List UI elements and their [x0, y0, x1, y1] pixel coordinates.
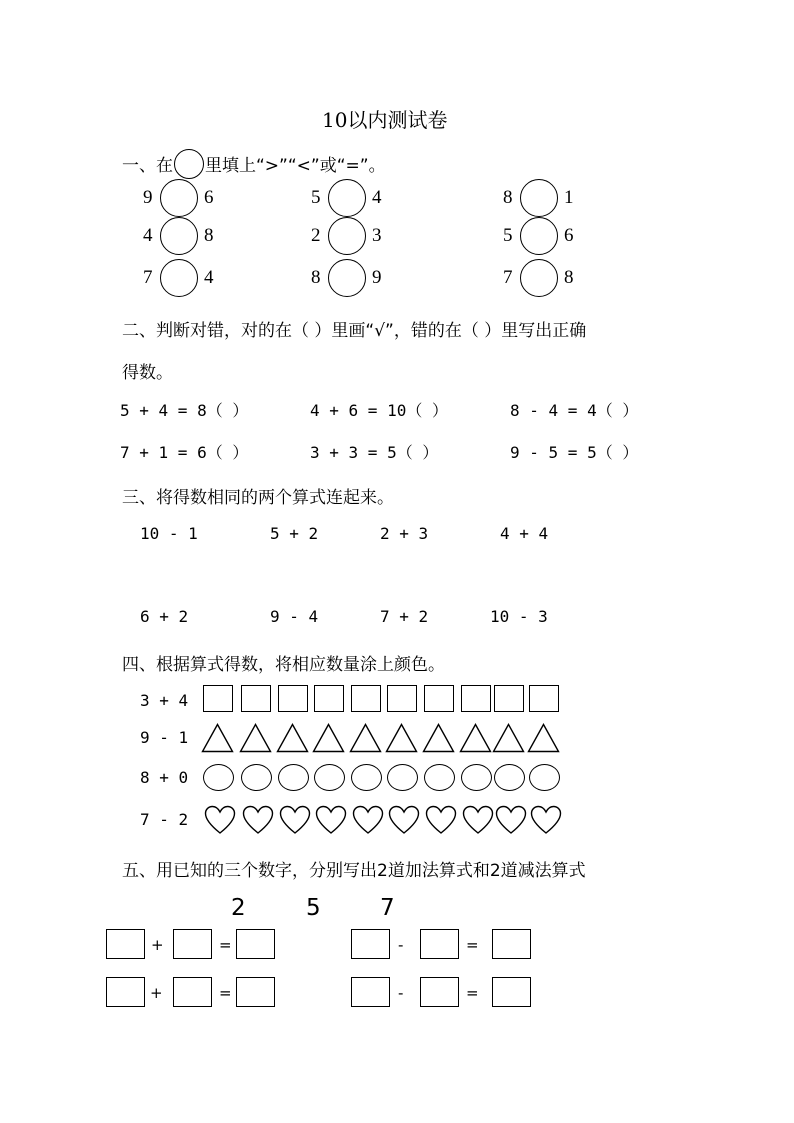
judge-equation[interactable]: 9 - 5 = 5（ ）: [510, 443, 639, 462]
match-top-expression[interactable]: 2 + 3: [380, 524, 429, 543]
equals-sign: =: [466, 984, 479, 1002]
given-number-1: 2: [231, 895, 246, 921]
circle-shape[interactable]: [529, 764, 560, 791]
answer-box[interactable]: [173, 977, 212, 1007]
compare-answer-circle[interactable]: [328, 217, 366, 255]
compare-right-number: 4: [204, 267, 214, 288]
circle-example-icon: [174, 149, 204, 179]
answer-box[interactable]: [492, 977, 531, 1007]
square-shape[interactable]: [461, 685, 491, 712]
square-shape[interactable]: [529, 685, 559, 712]
square-shape[interactable]: [203, 685, 233, 712]
match-bottom-expression[interactable]: 10 - 3: [490, 607, 548, 626]
heart-shape[interactable]: [279, 805, 311, 835]
section2-heading-line2: 得数。: [122, 363, 173, 383]
answer-box[interactable]: [173, 929, 212, 959]
equals-sign: =: [466, 936, 479, 954]
match-top-expression[interactable]: 4 + 4: [500, 524, 549, 543]
circle-shape[interactable]: [387, 764, 418, 791]
heart-shape[interactable]: [530, 805, 562, 835]
judge-equation[interactable]: 4 + 6 = 10（ ）: [310, 401, 448, 420]
section2-heading-line1: 二、判断对错，对的在（ ）里画“√”，错的在（ ）里写出正确: [122, 321, 587, 341]
answer-box[interactable]: [351, 929, 390, 959]
square-shape[interactable]: [424, 685, 454, 712]
square-shape[interactable]: [387, 685, 417, 712]
heart-shape[interactable]: [462, 805, 494, 835]
circle-shape[interactable]: [241, 764, 272, 791]
row-expression: 9 - 1: [140, 728, 189, 747]
page-title: 10以内测试卷: [322, 108, 448, 132]
heart-shape[interactable]: [315, 805, 347, 835]
compare-left-number: 4: [143, 225, 153, 246]
heart-shape[interactable]: [352, 805, 384, 835]
circle-shape[interactable]: [314, 764, 345, 791]
circle-shape[interactable]: [351, 764, 382, 791]
heart-shape[interactable]: [242, 805, 274, 835]
circle-shape[interactable]: [461, 764, 492, 791]
section5-heading: 五、用已知的三个数字，分别写出2道加法算式和2道减法算式: [122, 861, 586, 881]
section1-heading-pre: 一、在: [122, 156, 173, 176]
compare-left-number: 7: [143, 267, 153, 288]
compare-left-number: 7: [503, 267, 513, 288]
triangle-shape[interactable]: [459, 723, 492, 753]
plus-sign: +: [150, 984, 163, 1002]
section4-heading: 四、根据算式得数，将相应数量涂上颜色。: [122, 655, 445, 675]
answer-box[interactable]: [420, 929, 459, 959]
compare-left-number: 5: [311, 187, 321, 208]
compare-right-number: 8: [564, 267, 574, 288]
match-bottom-expression[interactable]: 6 + 2: [140, 607, 189, 626]
compare-left-number: 9: [143, 187, 153, 208]
triangle-shape[interactable]: [201, 723, 234, 753]
answer-box[interactable]: [351, 977, 390, 1007]
match-bottom-expression[interactable]: 7 + 2: [380, 607, 429, 626]
square-shape[interactable]: [351, 685, 381, 712]
given-number-3: 7: [380, 895, 395, 921]
section1-heading-post: 里填上“>”“<”或“=”。: [205, 156, 386, 176]
triangle-shape[interactable]: [276, 723, 309, 753]
plus-sign: +: [151, 936, 164, 954]
compare-answer-circle[interactable]: [520, 179, 558, 217]
heart-shape[interactable]: [495, 805, 527, 835]
square-shape[interactable]: [314, 685, 344, 712]
compare-right-number: 9: [372, 267, 382, 288]
compare-answer-circle[interactable]: [520, 217, 558, 255]
compare-answer-circle[interactable]: [328, 179, 366, 217]
circle-shape[interactable]: [278, 764, 309, 791]
compare-right-number: 6: [564, 225, 574, 246]
match-top-expression[interactable]: 10 - 1: [140, 524, 198, 543]
compare-answer-circle[interactable]: [160, 217, 198, 255]
circle-shape[interactable]: [424, 764, 455, 791]
answer-box[interactable]: [236, 929, 275, 959]
section3-heading: 三、将得数相同的两个算式连起来。: [122, 488, 394, 508]
compare-right-number: 6: [204, 187, 214, 208]
triangle-shape[interactable]: [492, 723, 525, 753]
answer-box[interactable]: [236, 977, 275, 1007]
triangle-shape[interactable]: [422, 723, 455, 753]
answer-box[interactable]: [106, 929, 145, 959]
judge-equation[interactable]: 5 + 4 = 8（ ）: [120, 401, 249, 420]
circle-shape[interactable]: [203, 764, 234, 791]
match-top-expression[interactable]: 5 + 2: [270, 524, 319, 543]
heart-shape[interactable]: [388, 805, 420, 835]
row-expression: 7 - 2: [140, 810, 189, 829]
heart-shape[interactable]: [425, 805, 457, 835]
compare-right-number: 8: [204, 225, 214, 246]
judge-equation[interactable]: 8 - 4 = 4（ ）: [510, 401, 639, 420]
compare-answer-circle[interactable]: [328, 259, 366, 297]
compare-left-number: 8: [503, 187, 513, 208]
compare-left-number: 5: [503, 225, 513, 246]
equals-sign: =: [219, 936, 232, 954]
square-shape[interactable]: [241, 685, 271, 712]
circle-shape[interactable]: [494, 764, 525, 791]
compare-left-number: 2: [311, 225, 321, 246]
compare-right-number: 1: [564, 187, 574, 208]
heart-shape[interactable]: [204, 805, 236, 835]
judge-equation[interactable]: 3 + 3 = 5（ ）: [310, 443, 439, 462]
triangle-shape[interactable]: [527, 723, 560, 753]
answer-box[interactable]: [106, 977, 145, 1007]
equals-sign: =: [219, 984, 232, 1002]
triangle-shape[interactable]: [239, 723, 272, 753]
minus-sign: -: [398, 984, 404, 1002]
answer-box[interactable]: [420, 977, 459, 1007]
section1-heading: [122, 149, 386, 179]
square-shape[interactable]: [278, 685, 308, 712]
minus-sign: -: [398, 936, 404, 954]
compare-answer-circle[interactable]: [160, 179, 198, 217]
compare-answer-circle[interactable]: [160, 259, 198, 297]
compare-left-number: 8: [311, 267, 321, 288]
triangle-shape[interactable]: [385, 723, 418, 753]
triangle-shape[interactable]: [312, 723, 345, 753]
given-number-2: 5: [306, 895, 321, 921]
row-expression: 8 + 0: [140, 768, 189, 787]
triangle-shape[interactable]: [349, 723, 382, 753]
match-bottom-expression[interactable]: 9 - 4: [270, 607, 319, 626]
square-shape[interactable]: [494, 685, 524, 712]
compare-right-number: 3: [372, 225, 382, 246]
row-expression: 3 + 4: [140, 691, 189, 710]
compare-answer-circle[interactable]: [520, 259, 558, 297]
judge-equation[interactable]: 7 + 1 = 6（ ）: [120, 443, 249, 462]
compare-right-number: 4: [372, 187, 382, 208]
answer-box[interactable]: [492, 929, 531, 959]
